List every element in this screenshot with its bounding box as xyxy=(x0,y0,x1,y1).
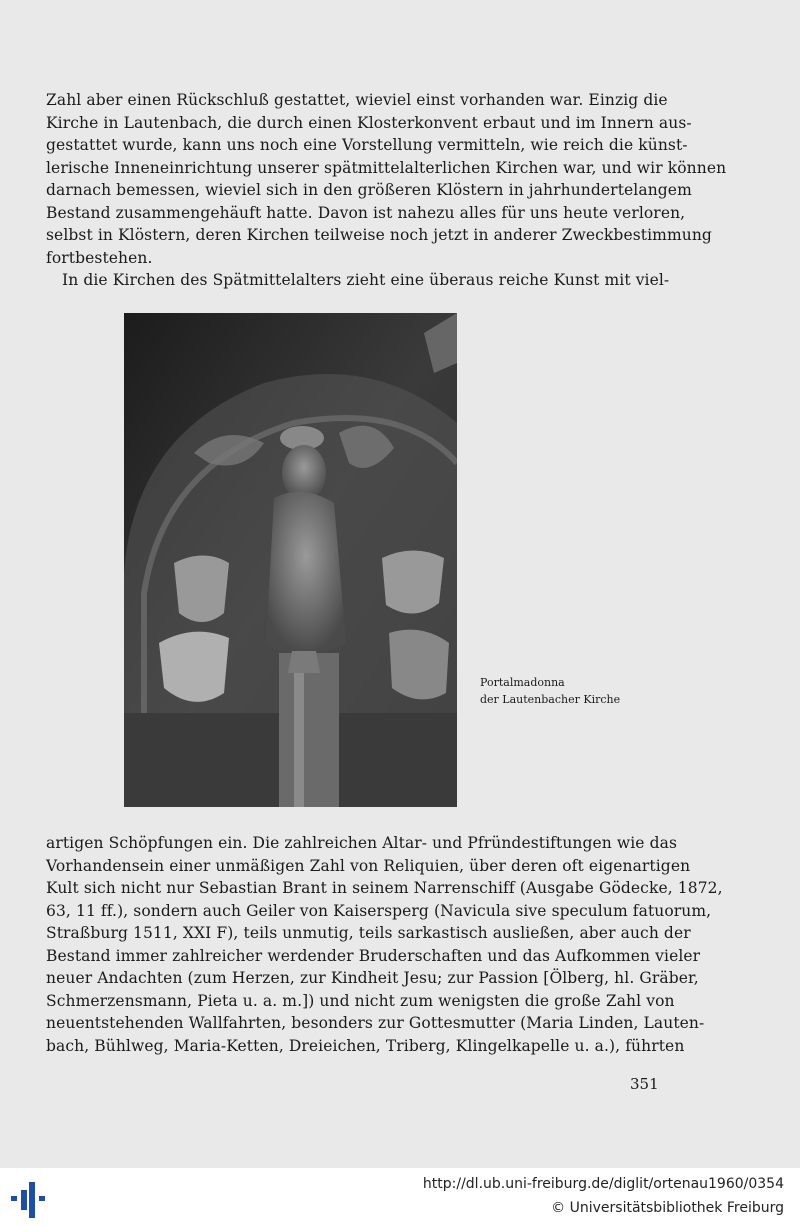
text-line: Kult sich nicht nur Sebastian Brant in seinem Narrenschiff (Ausgabe Gödecke, 1872, xyxy=(46,879,723,897)
text-line: selbst in Klöstern, deren Kirchen teilweise noch jetzt in anderer Zweckbestimmung xyxy=(46,226,712,244)
photo-caption xyxy=(480,674,620,708)
library-footer xyxy=(0,1168,800,1226)
library-logo-icon xyxy=(10,1178,50,1222)
permalink-url[interactable]: http://dl.ub.uni-freiburg.de/diglit/ortenau1960/0354 xyxy=(422,1176,784,1192)
text-line: Bestand zusammengehäuft hatte. Davon ist nahezu alles für uns heute verloren, xyxy=(46,203,686,222)
text-line: lerische Inneneinrichtung unserer spätmittelalterlichen Kirchen war, und wir können xyxy=(46,158,727,177)
text-line: Bestand immer zahlreicher werdender Bruderschaften und das Aufkommen vieler xyxy=(46,946,701,965)
madonna-photograph xyxy=(124,313,457,807)
page-number: 351 xyxy=(630,1075,659,1093)
paragraph-top xyxy=(46,89,727,269)
text-line: Zahl aber einen Rückschluß gestattet, wieviel einst vorhanden war. Einzig die xyxy=(46,91,668,109)
text-line: neuentstehenden Wallfahrten, besonders zur Gottesmutter (Maria Linden, Lauten- xyxy=(46,1014,705,1032)
text-line: gestattet wurde, kann uns noch eine Vorstellung vermitteln, wie reich die künst- xyxy=(46,136,688,154)
text-line: bach, Bühlweg, Maria-Ketten, Dreieichen, Triberg, Klingelkapelle u. a.), führten xyxy=(46,1036,685,1055)
caption-line: der Lautenbacher Kirche xyxy=(480,693,621,706)
text-line: In die Kirchen des Spätmittelalters zieht eine überaus reiche Kunst mit viel- xyxy=(62,271,670,289)
paragraph-bottom xyxy=(46,832,723,1057)
text-line: Straßburg 1511, XXI F), teils unmutig, teils sarkastisch ausließen, aber auch der xyxy=(46,924,691,942)
paragraph-start xyxy=(46,269,670,292)
text-line: artigen Schöpfungen ein. Die zahlreichen Altar- und Pfründestiftungen wie das xyxy=(46,834,678,852)
text-line: darnach bemessen, wieviel sich in den größeren Klöstern in jahrhundertelangem xyxy=(46,181,692,199)
text-line: Kirche in Lautenbach, die durch einen Klosterkonvent erbaut und im Innern aus- xyxy=(46,113,692,132)
caption-line: Portalmadonna xyxy=(480,676,565,689)
text-line: neuer Andachten (zum Herzen, zur Kindheit Jesu; zur Passion [Ölberg, hl. Gräber, xyxy=(46,969,699,987)
copyright-notice: © Universitätsbibliothek Freiburg xyxy=(551,1200,784,1216)
text-line: Schmerzensmann, Pieta u. a. m.]) und nicht zum wenigsten die große Zahl von xyxy=(46,991,675,1010)
text-line: 63, 11 ff.), sondern auch Geiler von Kaisersperg (Navicula sive speculum fatuorum, xyxy=(46,901,712,920)
text-line: fortbestehen. xyxy=(46,248,153,267)
text-line: Vorhandensein einer unmäßigen Zahl von Reliquien, über deren oft eigenartigen xyxy=(46,856,691,875)
